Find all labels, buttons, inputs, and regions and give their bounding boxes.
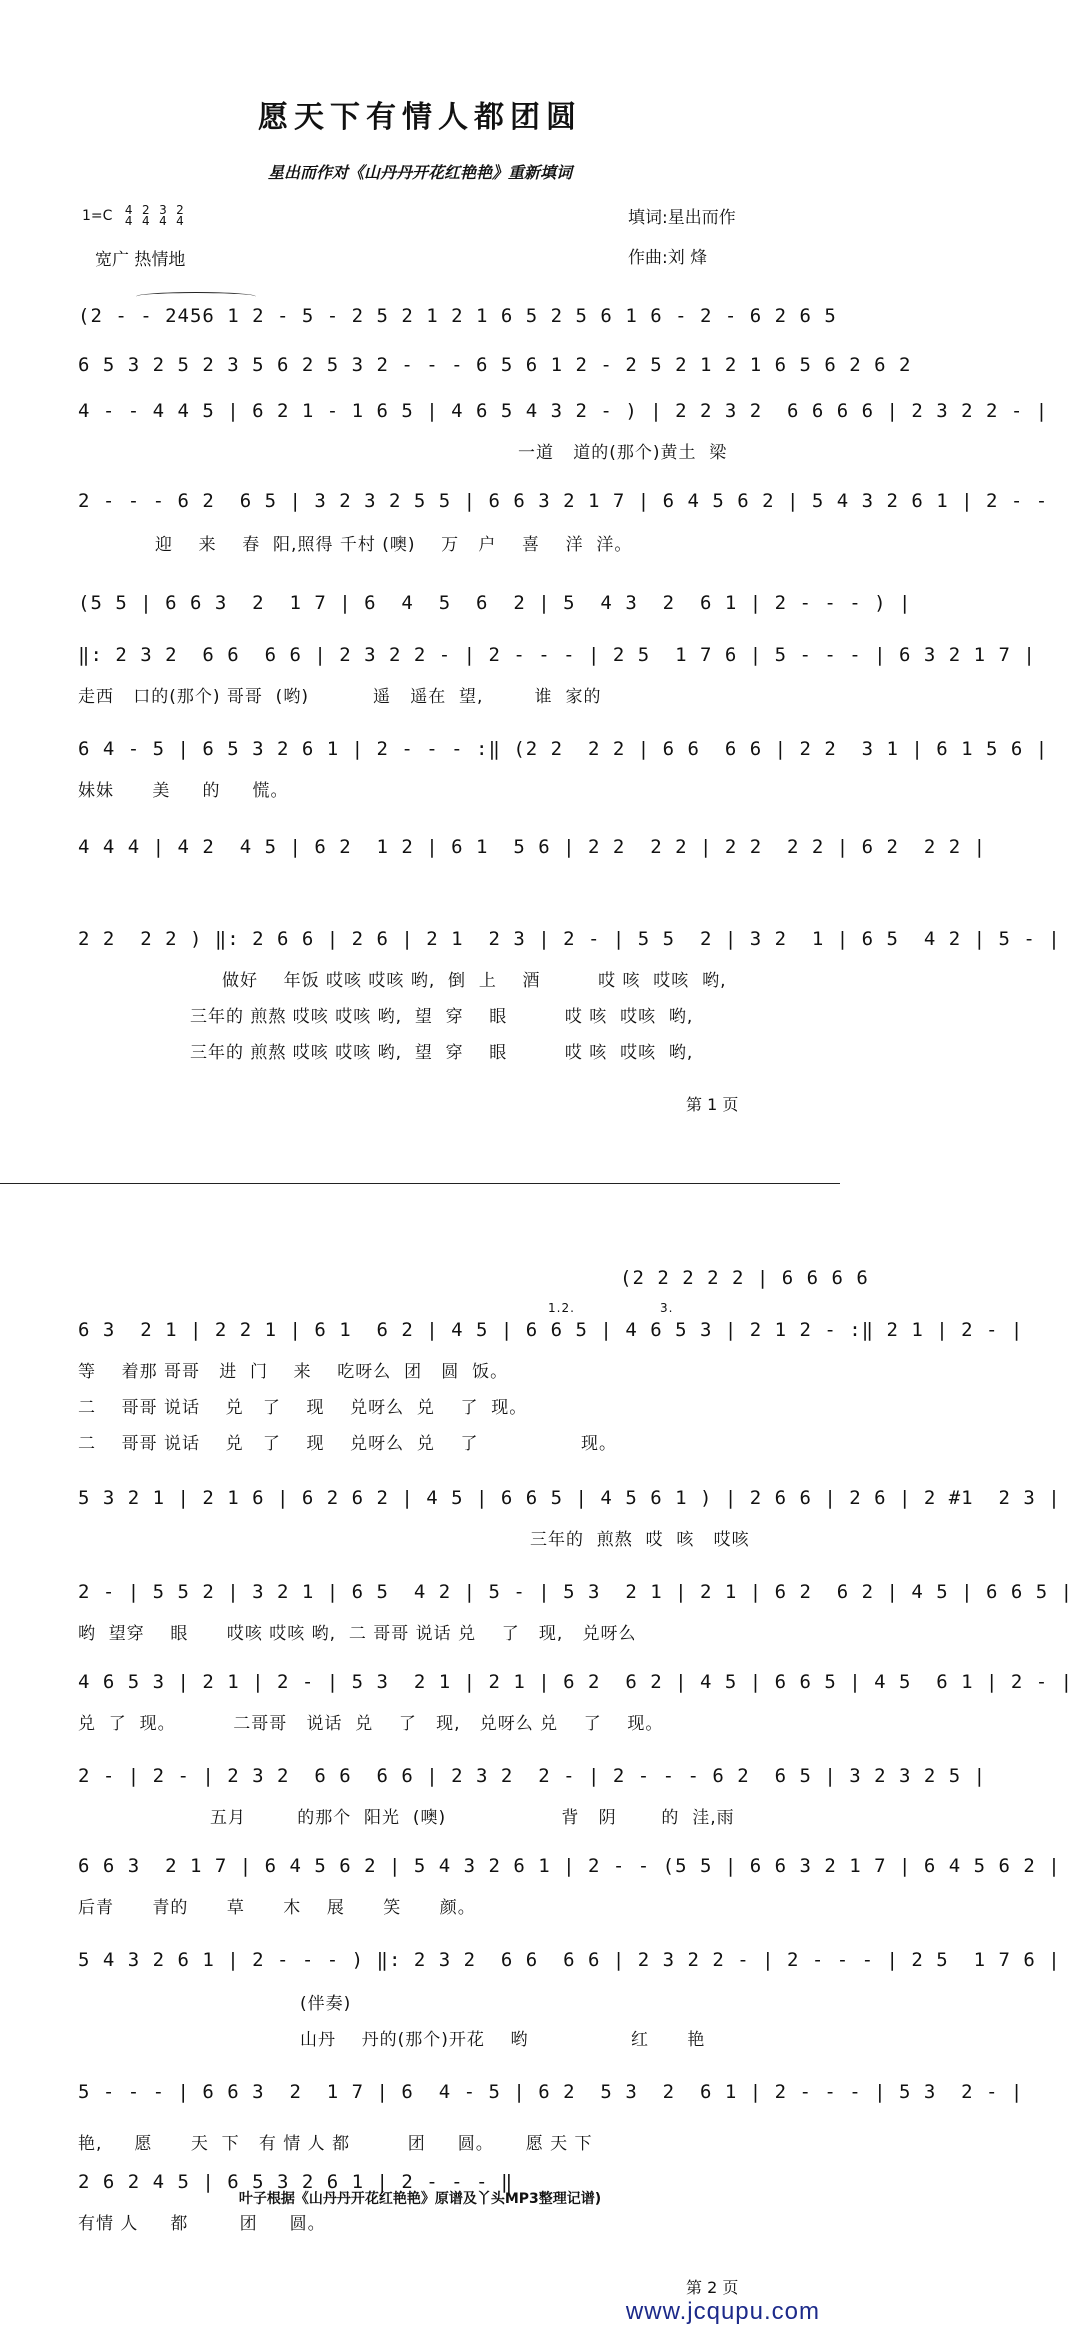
lyric-line: 艳, 愿 天 下 有 情 人 都 团 圆。 愿 天 下 (78, 2134, 593, 2154)
lyric-line: 哟 望穿 眼 哎咳 哎咳 哟, 二 哥哥 说话 兑 了 现, 兑呀么 (78, 1624, 637, 1644)
lyric-line: 做好 年饭 哎咳 哎咳 哟, 倒 上 酒 哎 咳 哎咳 哟, (222, 971, 727, 991)
notation-line: 5 - - - | 6 6 3 2 1 7 | 6 4 - 5 | 6 2 5 3 2 6 1 | 2 - - - | 5 3 2 - | (78, 2081, 1024, 2103)
notation-line: 5 4 3 2 6 1 | 2 - - - ) ‖: 2 3 2 6 6 6 6 | 2 3 2 2 - | 2 - - - | 2 5 1 7 6 | (78, 1949, 1061, 1971)
tempo-marking: 宽广 热情地 (95, 250, 186, 270)
lyric-line: 走西 口的(那个) 哥哥 (哟) 遥 遥在 望, 谁 家的 (78, 687, 602, 707)
notation-line: 6 6 3 2 1 7 | 6 4 5 6 2 | 5 4 3 2 6 1 | 2 - - (5 5 | 6 6 3 2 1 7 | 6 4 5 6 2 | (78, 1855, 1061, 1877)
notation-line: 5 3 2 1 | 2 1 6 | 6 2 6 2 | 4 5 | 6 6 5 | 4 5 6 1 ) | 2 6 6 | 2 6 | 2 #1 2 3 | (78, 1487, 1061, 1509)
lyric-line: 三年的 煎熬 哎咳 哎咳 哟, 望 穿 眼 哎 咳 哎咳 哟, (190, 1043, 694, 1063)
notation-line: 2 2 2 2 ) ‖: 2 6 6 | 2 6 | 2 1 2 3 | 2 - | 5 5 2 | 3 2 1 | 6 5 4 2 | 5 - | (78, 928, 1061, 950)
time-signature-4: 2 4 (176, 203, 184, 228)
notation-line: 4 4 4 | 4 2 4 5 | 6 2 1 2 | 6 1 5 6 | 2 2 2 2 | 2 2 2 2 | 6 2 2 2 | (78, 836, 987, 858)
lyric-line: (伴奏) (300, 1994, 352, 2014)
notation-line: 2 - - - 6 2 6 5 | 3 2 3 2 5 5 | 6 6 3 2 1 7 | 6 4 5 6 2 | 5 4 3 2 6 1 | 2 - - (78, 490, 1049, 512)
notation-line: 6 3 2 1 | 2 2 1 | 6 1 6 2 | 4 5 | 6 6 5 | 4 6 5 3 | 2 1 2 - :‖ 2 1 | 2 - | (78, 1319, 1024, 1341)
notation-line: (5 5 | 6 6 3 2 1 7 | 6 4 5 6 2 | 5 4 3 2 6 1 | 2 - - - ) | (78, 592, 912, 614)
composer-credit: 作曲:刘 烽 (628, 248, 708, 268)
lyric-line: 有情 人 都 团 圆。 (78, 2214, 326, 2234)
lyric-line: 迎 来 春 阳,照得 千村 (噢) 万 户 喜 洋 洋。 (155, 535, 633, 555)
notation-line: 2 6 2 4 5 | 6 5 3 2 6 1 | 2 - - - ‖ (78, 2171, 514, 2193)
time-signature-1: 4 4 (124, 203, 133, 228)
page-number: 第 2 页 (686, 2278, 739, 2297)
key-signature (82, 205, 184, 227)
time-signature-2: 2 4 (141, 203, 150, 228)
score-page-1 (0, 0, 1061, 1150)
lyric-line: 等 着那 哥哥 进 门 来 吃呀么 团 圆 饭。 (78, 1362, 509, 1382)
lyric-line: 兑 了 现。 二哥哥 说话 兑 了 现, 兑呀么 兑 了 现。 (78, 1714, 664, 1734)
lyric-line: 二 哥哥 说话 兑 了 现 兑呀么 兑 了 现。 (78, 1434, 617, 1454)
notation-line: (2 2 2 2 2 | 6 6 6 6 (620, 1267, 869, 1289)
volta-third-ending: 3. (660, 1301, 674, 1315)
notation-line: 6 4 - 5 | 6 5 3 2 6 1 | 2 - - - :‖ (2 2 2 2 | 6 6 6 6 | 2 2 3 1 | 6 1 5 6 | (78, 738, 1049, 760)
lyric-line: 一道 道的(那个)黄土 梁 (518, 443, 728, 463)
transcription-credit: 叶子根据《山丹丹开花红艳艳》原谱及丫头MP3整理记谱) (238, 2191, 602, 2207)
notation-line: 4 6 5 3 | 2 1 | 2 - | 5 3 2 1 | 2 1 | 6 2 6 2 | 4 5 | 6 6 5 | 4 5 6 1 | 2 - | (78, 1671, 1073, 1693)
lyric-line: 后青 青的 草 木 展 笑 颜。 (78, 1898, 476, 1918)
lyric-line: 二 哥哥 说话 兑 了 现 兑呀么 兑 了 现。 (78, 1398, 528, 1418)
time-signature-3: 3 4 (159, 203, 167, 228)
song-subtitle: 星出而作对《山丹丹开花红艳艳》重新填词 (267, 163, 572, 182)
page-divider (0, 1183, 840, 1184)
notation-line: 2 - | 5 5 2 | 3 2 1 | 6 5 4 2 | 5 - | 5 3 2 1 | 2 1 | 6 2 6 2 | 4 5 | 6 6 5 | (78, 1581, 1073, 1603)
lyricist-credit: 填词:星出而作 (628, 208, 736, 228)
lyric-line: 五月 的那个 阳光 (噢) 背 阴 的 洼,雨 (210, 1808, 735, 1828)
notation-line: 2 - | 2 - | 2 3 2 6 6 6 6 | 2 3 2 2 - | 2 - - - 6 2 6 5 | 3 2 3 2 5 | (78, 1765, 987, 1787)
page-number: 第 1 页 (686, 1095, 739, 1114)
notation-line: ‖: 2 3 2 6 6 6 6 | 2 3 2 2 - | 2 - - - | 2 5 1 7 6 | 5 - - - | 6 3 2 1 7 | (78, 644, 1036, 666)
notation-line: 4 - - 4 4 5 | 6 2 1 - 1 6 5 | 4 6 5 4 3 2 - ) | 2 2 3 2 6 6 6 6 | 2 3 2 2 - | (78, 400, 1049, 422)
key-label: 1=C (82, 208, 113, 224)
lyric-line: 山丹 丹的(那个)开花 哟 红 艳 (300, 2030, 706, 2050)
song-title: 愿天下有情人都团圆 (258, 100, 582, 135)
lyric-line: 三年的 煎熬 哎 咳 哎咳 (530, 1530, 750, 1550)
score-page-2 (0, 1185, 1073, 2336)
notation-line: 6 5 3 2 5 2 3 5 6 2 5 3 2 - - - 6 5 6 1 2 - 2 5 2 1 2 1 6 5 6 2 6 2 (78, 354, 912, 376)
slur-mark (136, 292, 256, 301)
watermark: www.jcqupu.com (625, 2298, 820, 2325)
lyric-line: 三年的 煎熬 哎咳 哎咳 哟, 望 穿 眼 哎 咳 哎咳 哟, (190, 1007, 694, 1027)
lyric-line: 妹妹 美 的 慌。 (78, 781, 289, 801)
notation-line: (2 - - 2456 1 2 - 5 - 2 5 2 1 2 1 6 5 2 5 6 1 6 - 2 - 6 2 6 5 (78, 305, 837, 327)
volta-first-ending: 1.2. (548, 1301, 575, 1315)
